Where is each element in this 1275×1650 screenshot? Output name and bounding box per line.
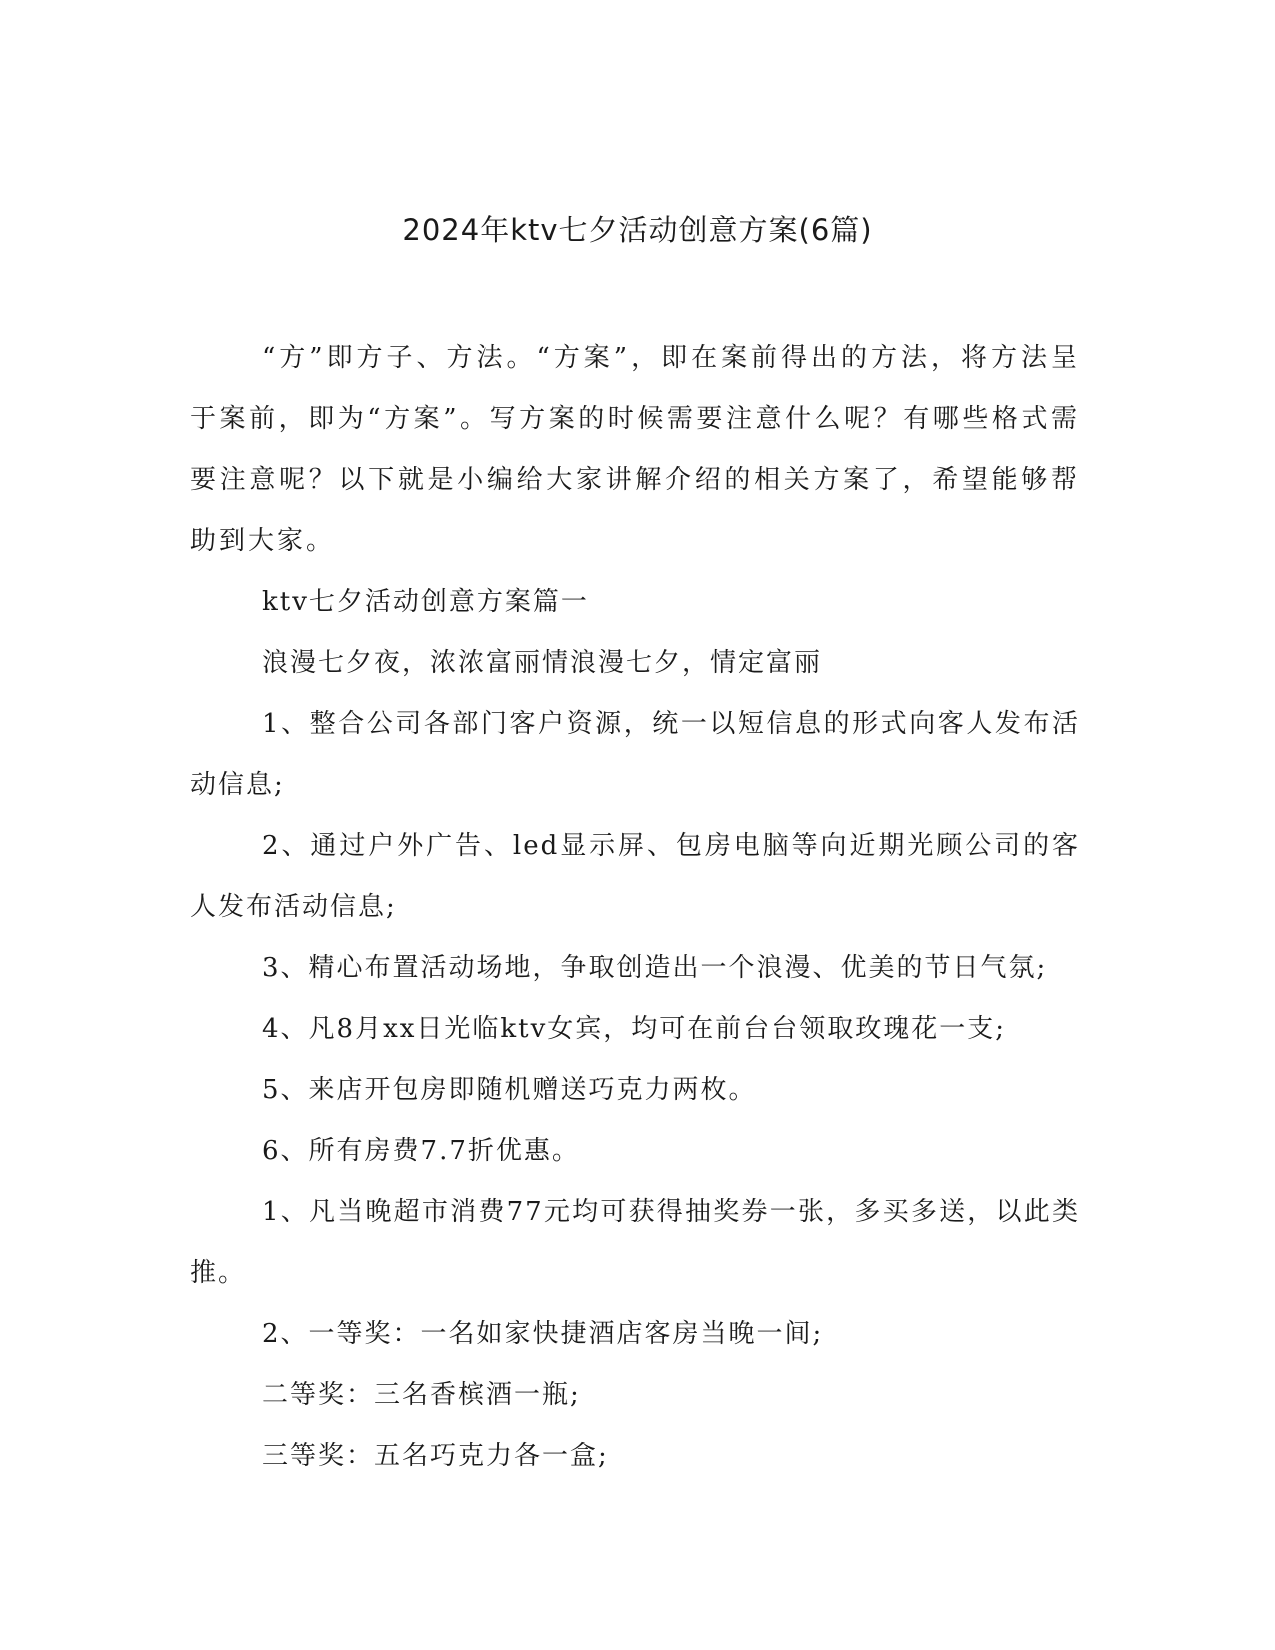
document-title: 2024年ktv七夕活动创意方案(6篇) <box>402 213 873 247</box>
list-item: 5、来店开包房即随机赠送巧克力两枚。 <box>262 1075 757 1105</box>
section-heading: ktv七夕活动创意方案篇一 <box>262 587 589 617</box>
list-item: 1、整合公司各部门客户资源，统一以短信息的形式向客人发布活动信息; <box>190 709 1080 800</box>
list-item: 6、所有房费7.7折优惠。 <box>262 1136 580 1166</box>
list-item: 2、通过户外广告、led显示屏、包房电脑等向近期光顾公司的客人发布活动信息; <box>190 831 1080 922</box>
list-item: 2、一等奖：一名如家快捷酒店客房当晚一间; <box>262 1319 824 1349</box>
list-item: 4、凡8月xx日光临ktv女宾，均可在前台台领取玫瑰花一支; <box>262 1014 1007 1044</box>
list-item: 3、精心布置活动场地，争取创造出一个浪漫、优美的节日气氛; <box>262 953 1048 983</box>
list-item: 三等奖：五名巧克力各一盒; <box>262 1441 609 1471</box>
list-item: 二等奖：三名香槟酒一瓶; <box>262 1380 581 1410</box>
intro-paragraph: “方”即方子、方法。“方案”，即在案前得出的方法，将方法呈于案前，即为“方案”。写方案的时候需要注意什么呢？有哪些格式需要注意呢？以下就是小编给大家讲解介绍的相关方案了，希望能够帮助到大家。 <box>190 343 1080 556</box>
list-item: 1、凡当晚超市消费77元均可获得抽奖券一张，多买多送，以此类推。 <box>190 1197 1080 1288</box>
slogan-paragraph: 浪漫七夕夜，浓浓富丽情浪漫七夕，情定富丽 <box>262 648 823 678</box>
document-body <box>190 328 1080 1487</box>
